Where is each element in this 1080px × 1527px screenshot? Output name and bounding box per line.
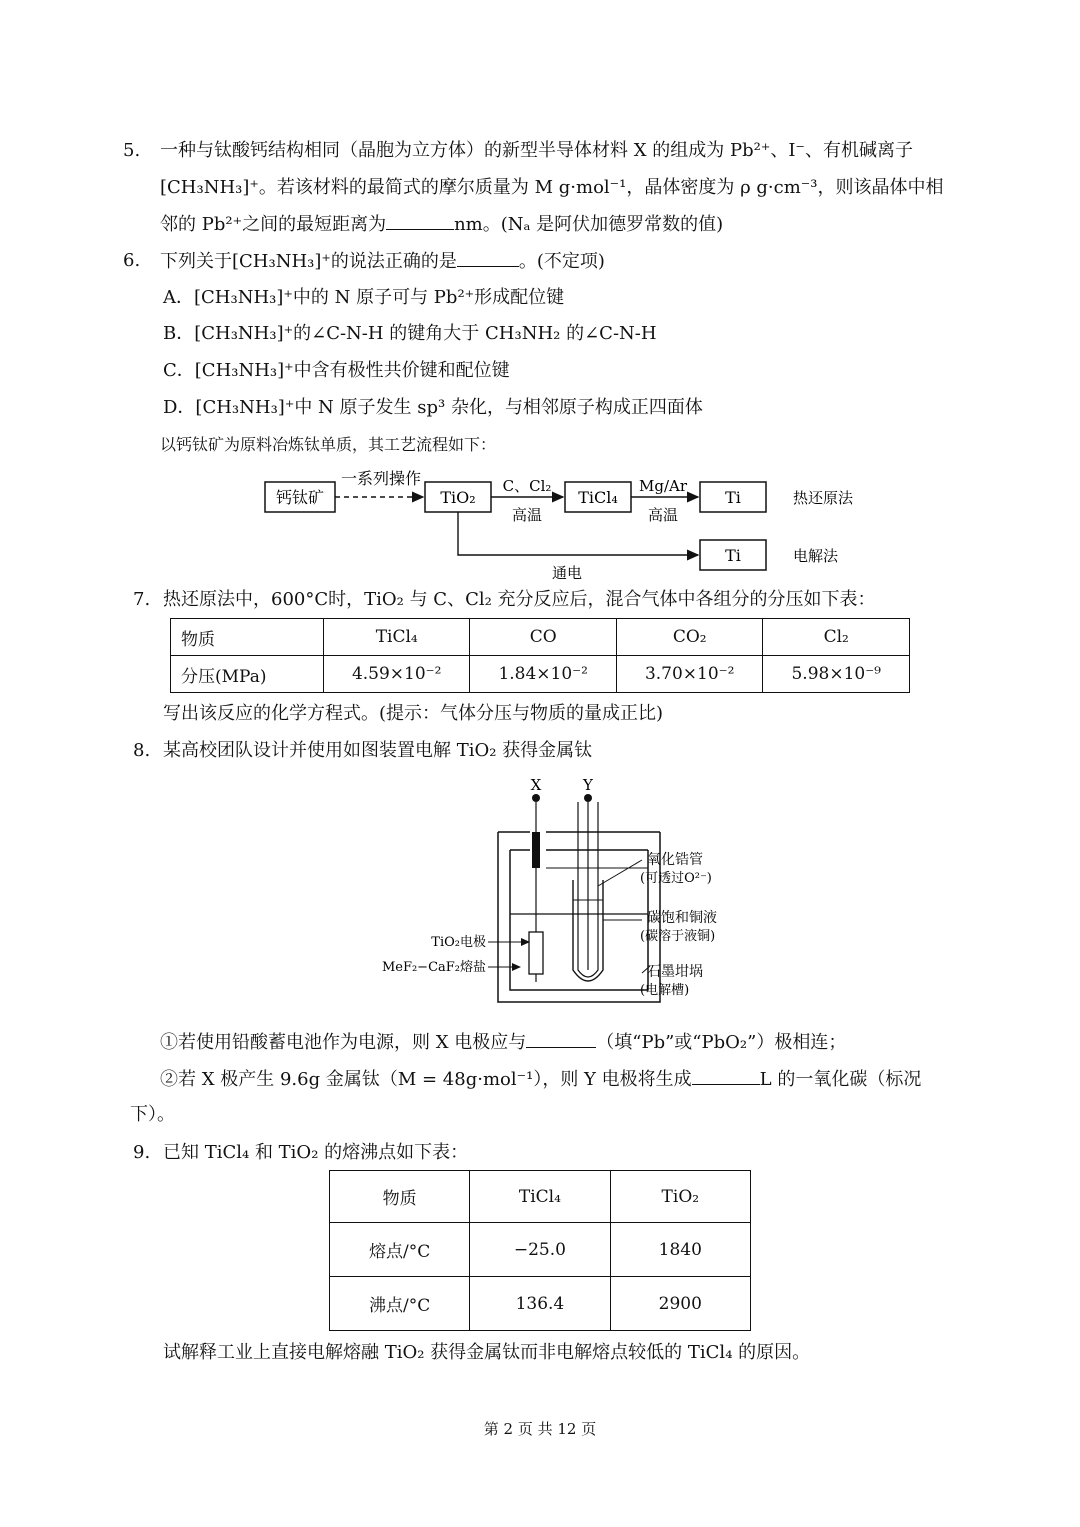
q5-line3-text-b: nm。(Nₐ 是阿伏加德罗常数的值) <box>454 214 724 235</box>
q7-table-row <box>171 656 910 693</box>
q8-sub1-blank[interactable] <box>526 1029 596 1048</box>
q8-sub2-text-a: ②若 X 极产生 9.6g 金属钛（M = 48g·mol⁻¹），则 Y 电极将生成 <box>160 1069 692 1090</box>
q9-table-row <box>330 1277 751 1331</box>
q7-note: 写出该反应的化学方程式。(提示：气体分压与物质的量成正比) <box>163 703 664 724</box>
q5-answer-blank[interactable] <box>386 211 454 230</box>
q9-row-cell: 熔点/°C <box>330 1223 470 1277</box>
q5-line3 <box>160 211 723 238</box>
q7-header-cell: CO₂ <box>616 619 763 656</box>
q7-row-cell: 分压(MPa) <box>171 656 324 693</box>
label-graphite-crucible: 石墨坩埚 <box>647 964 703 980</box>
terminal-x-label: X <box>530 776 542 794</box>
label-zirconia-note: (可透过O²⁻) <box>640 871 712 886</box>
q7-header-cell: TiCl₄ <box>323 619 470 656</box>
q9-row-cell: 2900 <box>610 1277 750 1331</box>
q7-header-cell: CO <box>470 619 617 656</box>
q7-table-header-row <box>171 619 910 656</box>
q8-sub2-blank[interactable] <box>692 1066 760 1085</box>
q8-sub2-continued: 下）。 <box>130 1104 175 1125</box>
x-insulator <box>532 832 540 868</box>
q8-sub1-text-a: ①若使用铅酸蓄电池作为电源，则 X 电极应与 <box>160 1032 527 1053</box>
q9-melting-boiling-table <box>329 1170 751 1331</box>
arrow-operations-label: 一系列操作 <box>340 469 422 488</box>
box-ti-thermal-label: Ti <box>725 488 741 507</box>
q6-option-c: C．[CH₃NH₃]⁺中含有极性共价键和配位键 <box>163 360 510 381</box>
q6-option-a: A．[CH₃NH₃]⁺中的 N 原子可与 Pb²⁺形成配位键 <box>163 287 565 308</box>
q9-row-cell: 1840 <box>610 1223 750 1277</box>
label-zirconia-tube: 氧化锆管 <box>647 852 703 868</box>
arrow-chlorination-reagent: C、Cl₂ <box>502 477 552 495</box>
label-carbon-copper-note: (碳溶于液铜) <box>640 929 716 944</box>
arrow-reduction-condition: 高温 <box>647 506 679 524</box>
q8-number: 8. <box>133 740 151 761</box>
electrolysis-apparatus-diagram <box>370 770 750 1020</box>
q5-line3-text-a: 邻的 Pb²⁺之间的最短距离为 <box>160 214 387 235</box>
arrow-reduction-reagent: Mg/Ar <box>638 477 688 495</box>
q6-stem-text-a: 下列关于[CH₃NH₃]⁺的说法正确的是 <box>160 251 457 272</box>
q9-row-cell: −25.0 <box>470 1223 610 1277</box>
box-ticl4-label: TiCl₄ <box>578 488 618 507</box>
q6-number: 6. <box>123 250 141 271</box>
q6-answer-blank[interactable] <box>457 248 519 267</box>
q7-row-cell: 3.70×10⁻² <box>616 656 763 693</box>
process-flowchart <box>255 462 895 587</box>
q9-table-row <box>330 1223 751 1277</box>
terminal-y-dot <box>584 794 592 802</box>
q8-sub1-text-b: （填“Pb”或“PbO₂”）极相连； <box>596 1032 847 1053</box>
label-carbon-copper: 碳饱和铜液 <box>647 910 717 926</box>
method-electrolysis-label: 电解法 <box>793 547 839 565</box>
q7-pressure-table <box>170 618 910 693</box>
q5-number: 5. <box>123 140 141 161</box>
arrow-electrolysis-label: 通电 <box>551 564 583 582</box>
q9-question: 试解释工业上直接电解熔融 TiO₂ 获得金属钛而非电解熔点较低的 TiCl₄ 的原因。 <box>163 1342 811 1363</box>
q6-stem <box>160 248 605 275</box>
label-molten-salt: MeF₂−CaF₂熔盐 <box>381 960 486 975</box>
q5-line1: 一种与钛酸钙结构相同（晶胞为立方体）的新型半导体材料 X 的组成为 Pb²⁺、I⁻、有机碱离子 <box>160 140 913 161</box>
q9-header-cell: TiO₂ <box>610 1171 750 1223</box>
q7-row-cell: 5.98×10⁻⁹ <box>763 656 910 693</box>
box-tio2-label: TiO₂ <box>440 488 476 507</box>
q7-header-cell: Cl₂ <box>763 619 910 656</box>
q7-number: 7. <box>133 589 151 610</box>
q9-header-cell: 物质 <box>330 1171 470 1223</box>
terminal-y-label: Y <box>583 776 593 794</box>
q7-row-cell: 1.84×10⁻² <box>470 656 617 693</box>
q9-row-cell: 136.4 <box>470 1277 610 1331</box>
page-footer: 第 2 页 共 12 页 <box>483 1420 597 1438</box>
box-ore-label: 钙钛矿 <box>275 488 325 507</box>
q6-stem-text-b: 。(不定项) <box>518 251 605 272</box>
q8-sub2-text-b: L 的一氧化碳（标况 <box>759 1069 922 1090</box>
q9-stem: 已知 TiCl₄ 和 TiO₂ 的熔沸点如下表： <box>163 1142 469 1163</box>
q7-stem: 热还原法中，600°C时，TiO₂ 与 C、Cl₂ 充分反应后，混合气体中各组分的分压如下表： <box>163 589 876 610</box>
q8-stem: 某高校团队设计并使用如图装置电解 TiO₂ 获得金属钛 <box>163 740 593 761</box>
q9-table-header-row <box>330 1171 751 1223</box>
q5-line2: [CH₃NH₃]⁺。若该材料的最简式的摩尔质量为 M g·mol⁻¹，晶体密度为 ρ g·cm⁻³，则该晶体中相 <box>160 177 944 198</box>
q7-header-cell: 物质 <box>171 619 324 656</box>
q8-sub1 <box>160 1029 846 1056</box>
q6-option-b: B．[CH₃NH₃]⁺的∠C-N-H 的键角大于 CH₃NH₂ 的∠C-N-H <box>163 323 657 344</box>
q8-sub2 <box>160 1066 921 1093</box>
arrow-chlorination-condition: 高温 <box>511 506 543 524</box>
method-thermal-label: 热还原法 <box>793 489 854 507</box>
tio2-electrode <box>529 932 543 974</box>
q9-header-cell: TiCl₄ <box>470 1171 610 1223</box>
process-intro: 以钙钛矿为原料冶炼钛单质，其工艺流程如下： <box>160 435 497 454</box>
box-ti-electrolysis-label: Ti <box>725 546 741 565</box>
q9-row-cell: 沸点/°C <box>330 1277 470 1331</box>
label-tio2-electrode: TiO₂电极 <box>431 935 486 950</box>
q9-number: 9. <box>133 1142 151 1163</box>
terminal-x-dot <box>532 794 540 802</box>
q7-row-cell: 4.59×10⁻² <box>323 656 470 693</box>
q6-option-d: D．[CH₃NH₃]⁺中 N 原子发生 sp³ 杂化，与相邻原子构成正四面体 <box>163 397 703 418</box>
label-graphite-crucible-note: (电解槽) <box>640 983 690 998</box>
